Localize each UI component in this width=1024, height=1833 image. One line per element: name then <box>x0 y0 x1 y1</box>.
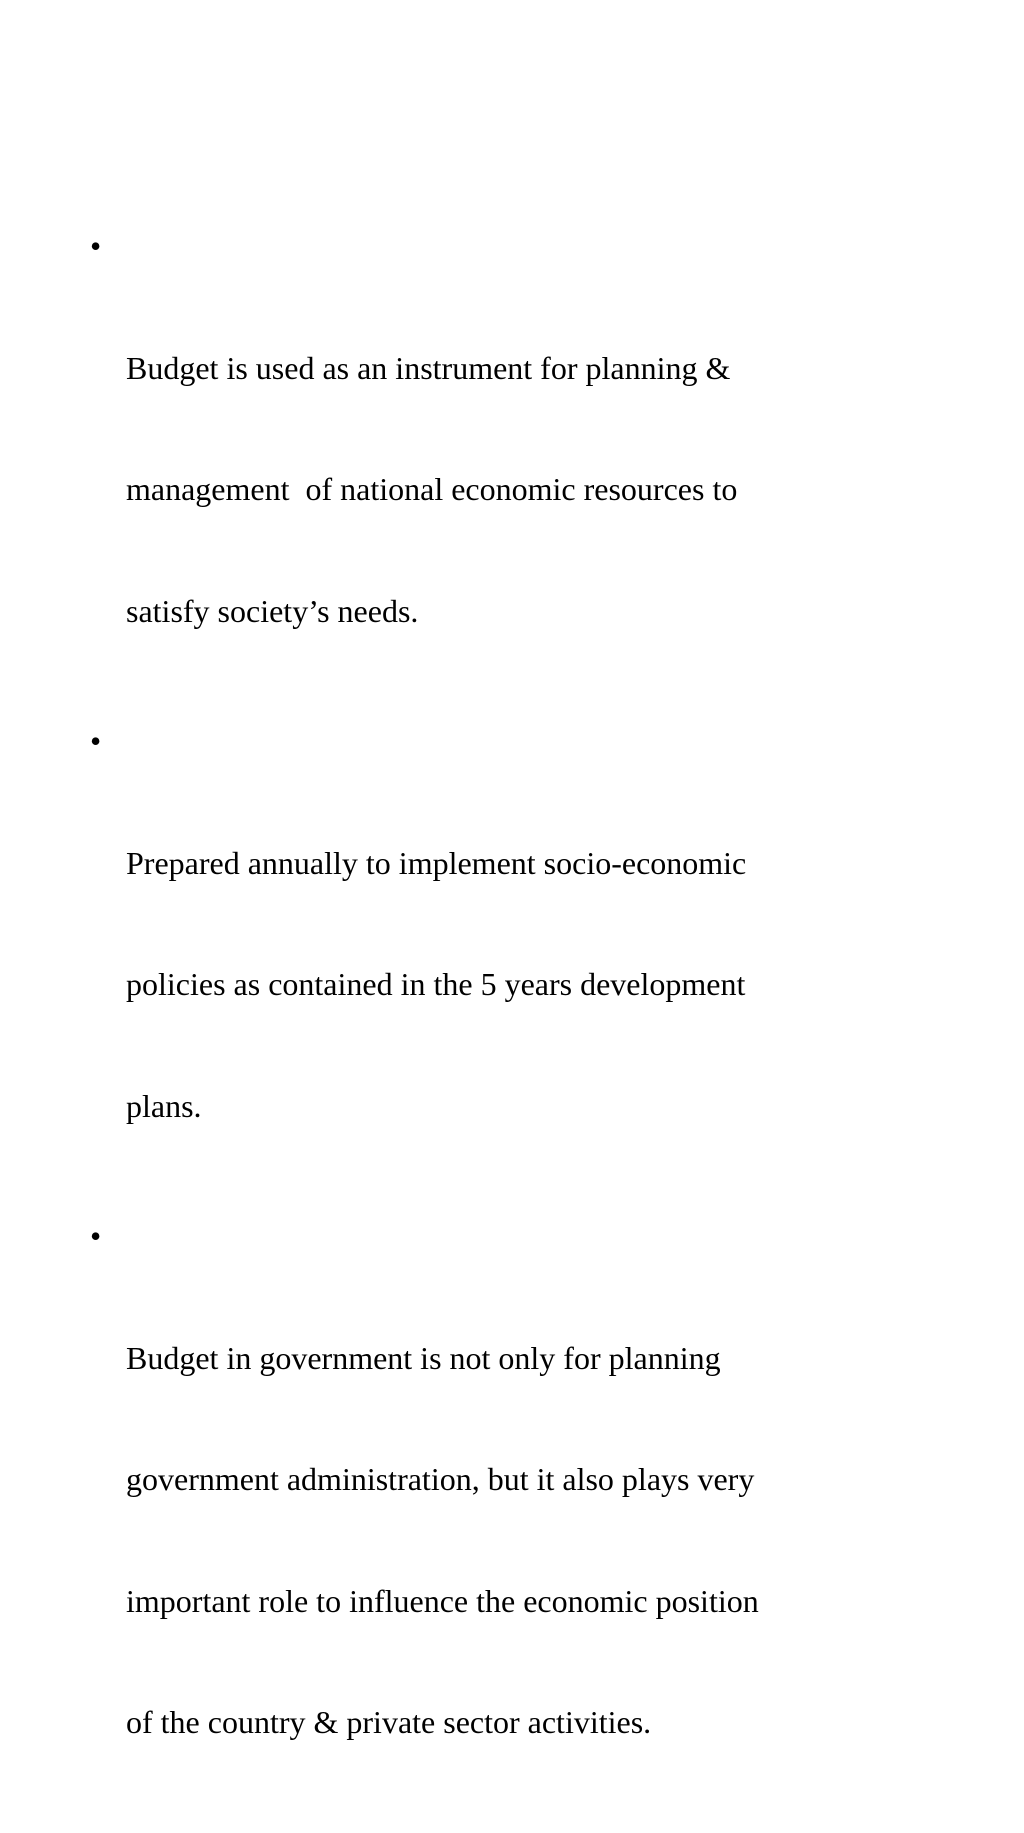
bullet-line: Budget is used as an instrument for planning & <box>126 349 731 386</box>
bullet-marker: • <box>90 1218 102 1254</box>
bullet-line: Prepared annually to implement socio-economic <box>126 844 747 881</box>
bullet-marker: • <box>90 723 102 759</box>
bullet-list <box>90 226 930 1833</box>
bullet-line: of the country & private sector activities. <box>126 1704 652 1740</box>
bullet-item <box>90 226 930 712</box>
bullet-item <box>90 721 930 1207</box>
bullet-line: government administration, but it also plays very <box>126 1461 755 1497</box>
bullet-item <box>90 1216 930 1824</box>
bullet-line: satisfy society’s needs. <box>126 592 419 629</box>
bullet-line: Budget in government is not only for planning <box>126 1339 721 1376</box>
bullet-marker: • <box>90 228 102 264</box>
bullet-line: management of national economic resources to <box>126 471 738 507</box>
bullet-line: plans. <box>126 1087 202 1124</box>
bullet-line: policies as contained in the 5 years development <box>126 966 746 1002</box>
bullet-line: important role to influence the economic position <box>126 1582 759 1619</box>
